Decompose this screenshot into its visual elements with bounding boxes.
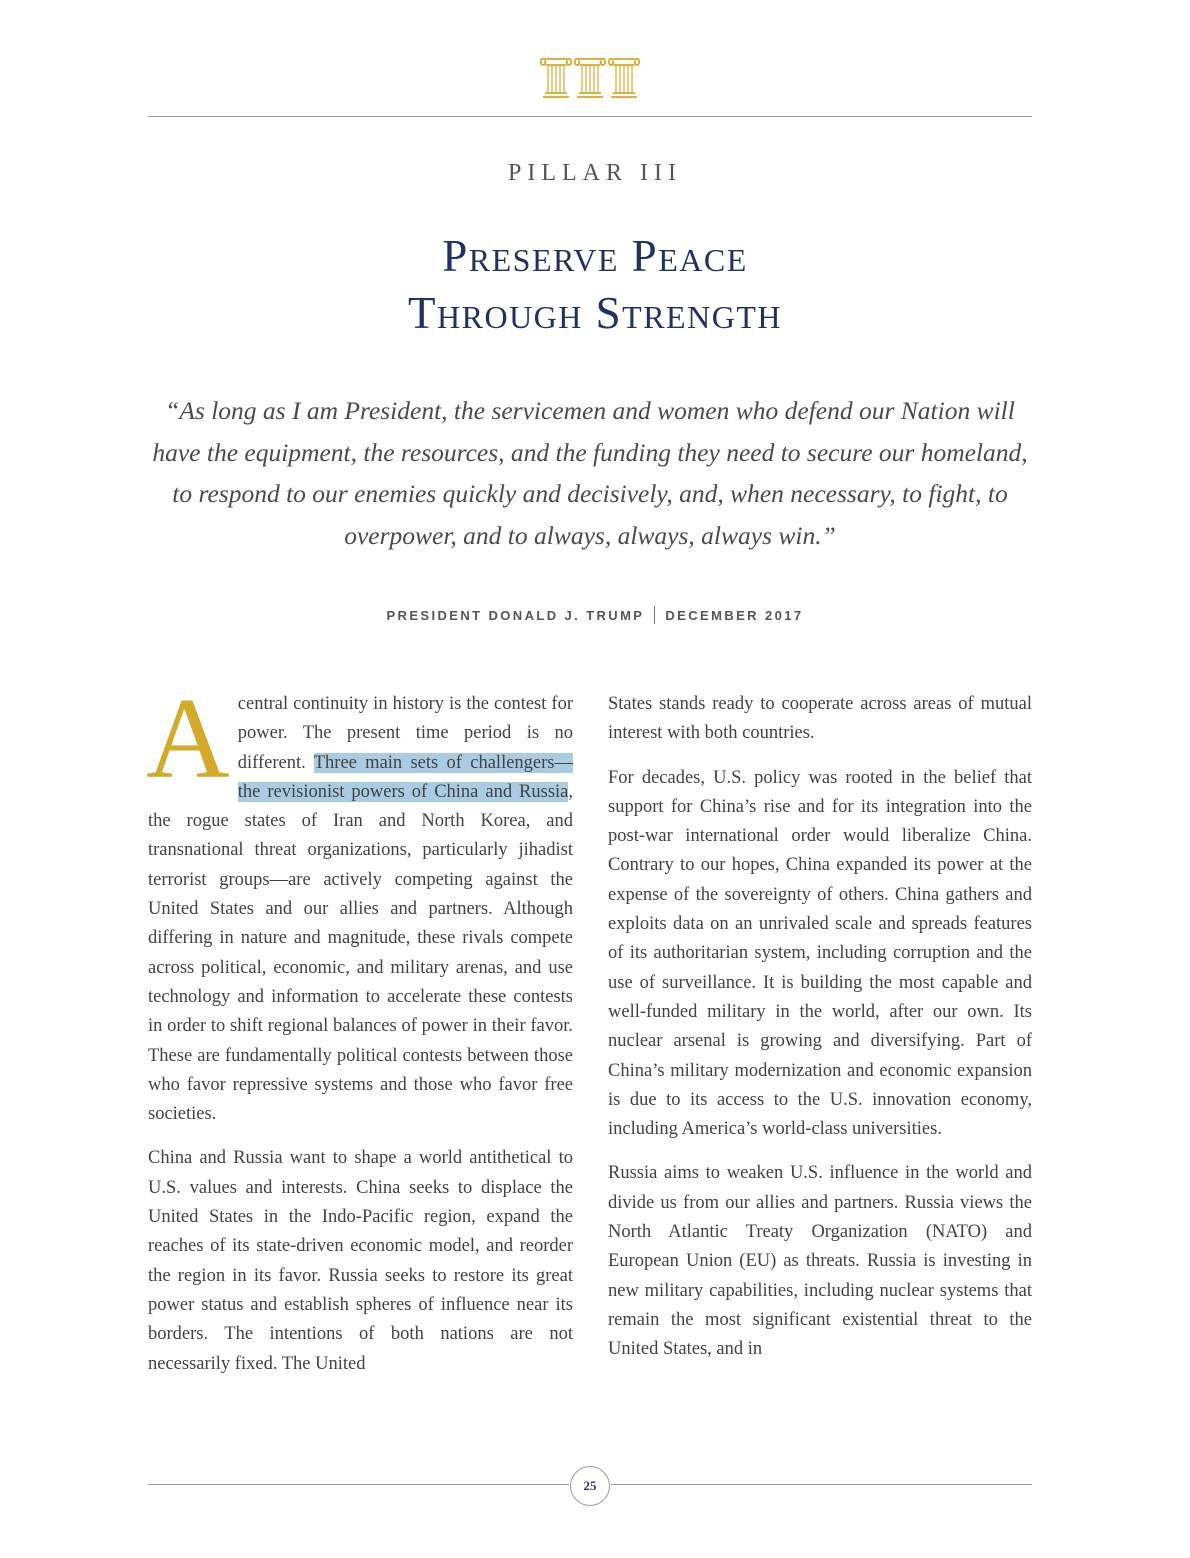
title-line-2: Through Strength <box>408 288 782 338</box>
attribution-name: PRESIDENT DONALD J. TRUMP <box>386 608 645 623</box>
page-title <box>0 228 1190 342</box>
footer-divider-right <box>611 1484 1032 1485</box>
body-column-right <box>608 690 1032 1380</box>
paragraph <box>146 675 573 1129</box>
title-line-1: Preserve Peace <box>442 231 748 281</box>
paragraph-text: , the rogue states of Iran and North Korea, and transnational threat organizations, particularly jihadist terrorist groups—are actively competing against the United States and our allies and partners. Although differing in nature and magnitude, these rivals compete across political, economic, and military arenas, and use technology and information to accelerate these contests in order to shift regional balances of power in their favor. These are fundamentally political contests between those who favor repressive systems and those who favor free societies. <box>148 781 573 1125</box>
top-divider <box>148 116 1032 117</box>
page-number: 25 <box>570 1466 610 1506</box>
pillar-kicker: PILLAR III <box>508 160 682 186</box>
epigraph-quote: “As long as I am President, the servicemen and women who defend our Nation will have the equipment, the resources, and the funding they need to secure our homeland, to respond to our enemies quickly and decisively, and, when necessary, to fight, to overpower, and to always, always, always win.” <box>152 396 1028 550</box>
three-columns-icon <box>538 52 642 100</box>
paragraph-text: central continuity in history is the contest for power. The present time period is no different. <box>237 694 573 773</box>
paragraph: States stands ready to cooperate across areas of mutual interest with both countries. <box>608 694 1032 744</box>
attribution-separator <box>654 606 655 624</box>
attribution-date: DECEMBER 2017 <box>665 608 804 623</box>
body-column-left <box>146 675 573 1394</box>
highlighted-text[interactable]: Three main sets of challengers—the revisionist powers of China and Russia <box>237 752 573 802</box>
footer-divider-left <box>148 1484 569 1485</box>
quote-attribution <box>0 606 1190 624</box>
paragraph: Russia aims to weaken U.S. influence in the world and divide us from our allies and partners. Russia views the North Atlantic Treaty Organization (NATO) and European Union (EU) as threats. Russia is investing in new military capabilities, including nuclear systems that remain the most significant existential threat to the United States, and in <box>608 1163 1032 1360</box>
drop-cap: A <box>146 675 230 803</box>
paragraph: For decades, U.S. policy was rooted in the belief that support for China’s rise and for its integration into the post-war international order would liberalize China. Contrary to our hopes, China expanded its power at the expense of the sovereignty of others. China gathers and exploits data on an unrivaled scale and spreads features of its authoritarian system, including corruption and the use of surveillance. It is building the most capable and well-funded military in the world, after our own. Its nuclear arsenal is growing and diversifying. Part of China’s military modernization and economic expansion is due to its access to the U.S. innovation economy, including America’s world-class universities. <box>608 767 1032 1140</box>
paragraph: China and Russia want to shape a world antithetical to U.S. values and interests. China seeks to displace the United States in the Indo-Pacific region, expand the reaches of its state-driven economic model, and reorder the region in its favor. Russia seeks to restore its great power status and establish spheres of influence near its borders. The intentions of both nations are not necessarily fixed. The United <box>148 1148 573 1374</box>
